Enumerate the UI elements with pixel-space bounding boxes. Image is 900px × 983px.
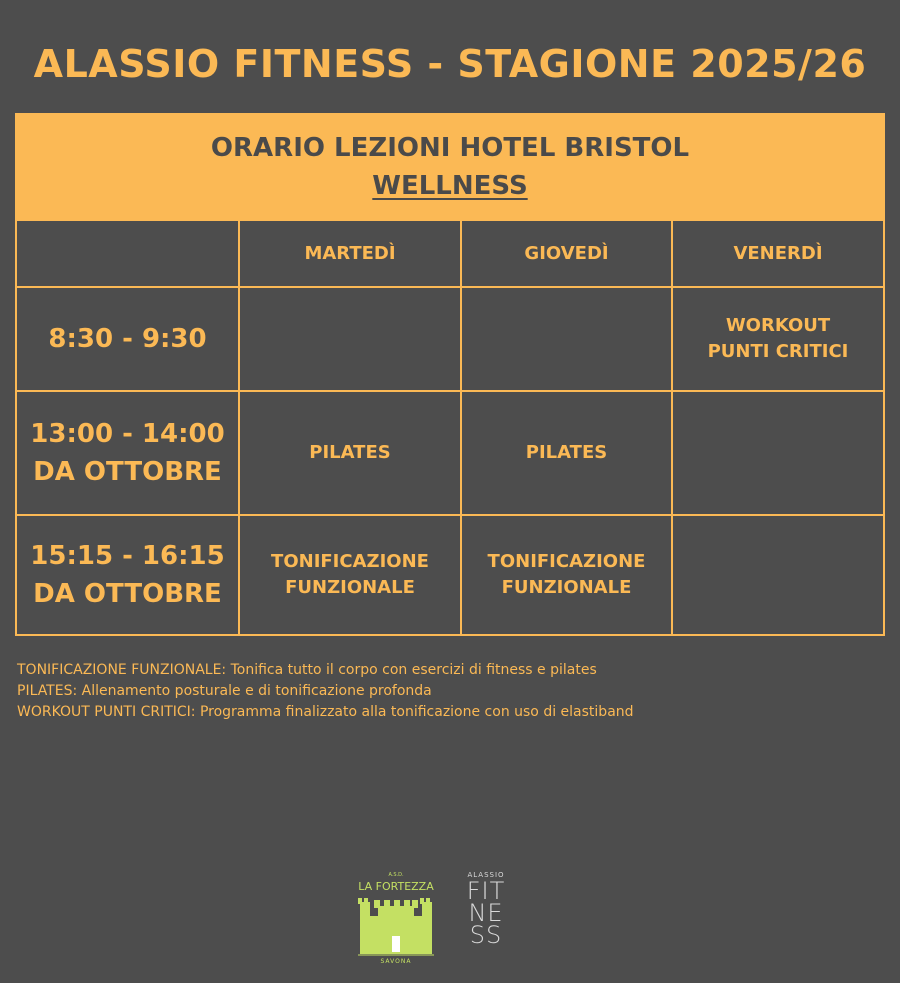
fitness-logo-line1: FIT — [466, 877, 506, 905]
alassio-fitness-logo — [466, 870, 506, 949]
notes — [17, 660, 634, 723]
class-name: TONIFICAZIONE — [271, 551, 429, 572]
class-cell — [239, 515, 461, 635]
time-cell — [16, 391, 239, 515]
class-cell — [672, 515, 884, 635]
day-header-friday: VENERDÌ — [672, 220, 884, 287]
castle-door — [392, 936, 400, 952]
schedule-title: ORARIO LEZIONI HOTEL BRISTOL — [210, 133, 690, 163]
note-item: PILATES: Allenamento posturale e di tonificazione profonda — [17, 683, 432, 699]
page-title: ALASSIO FITNESS - STAGIONE 2025/26 — [33, 42, 867, 86]
fitness-logo-line3: SS — [469, 921, 503, 949]
class-cell — [672, 391, 884, 515]
class-name-line2: FUNZIONALE — [501, 577, 632, 598]
class-cell — [672, 287, 884, 391]
time-note: DA OTTOBRE — [33, 457, 222, 487]
day-header-tuesday: MARTEDÌ — [239, 220, 461, 287]
note-item: TONIFICAZIONE FUNZIONALE: Tonifica tutto il corpo con esercizi di fitness e pilates — [17, 662, 597, 678]
class-name: WORKOUT — [725, 315, 831, 336]
class-name: PILATES — [525, 442, 608, 463]
schedule — [15, 113, 885, 636]
table-row — [16, 391, 884, 515]
time-range: 13:00 - 14:00 — [30, 419, 225, 449]
table-row — [16, 515, 884, 635]
class-cell — [239, 287, 461, 391]
schedule-subtitle: WELLNESS — [372, 171, 528, 201]
fortezza-name-text: LA FORTEZZA — [358, 880, 434, 893]
note-item: WORKOUT PUNTI CRITICI: Programma finalizzato alla tonificazione con uso di elastiband — [17, 704, 634, 720]
schedule-table — [15, 219, 885, 636]
time-cell — [16, 515, 239, 635]
class-cell — [461, 287, 672, 391]
day-header-thursday: GIOVEDÌ — [461, 220, 672, 287]
class-name-line2: PUNTI CRITICI — [707, 341, 849, 362]
class-name: PILATES — [309, 442, 391, 463]
fitness-logo-line2: NE — [468, 899, 504, 927]
table-row — [16, 287, 884, 391]
fortezza-city-text: SAVONA — [380, 958, 412, 965]
time-note: DA OTTOBRE — [33, 579, 222, 609]
time-cell — [16, 287, 239, 391]
fitness-logo-small: ALASSIO — [467, 871, 505, 879]
class-name: TONIFICAZIONE — [487, 551, 646, 572]
class-cell — [461, 515, 672, 635]
sponsor-logos — [350, 868, 550, 968]
empty-corner-cell — [16, 220, 239, 287]
class-cell — [239, 391, 461, 515]
class-cell — [461, 391, 672, 515]
class-name-line2: FUNZIONALE — [285, 577, 415, 598]
schedule-header — [15, 113, 885, 219]
la-fortezza-logo — [354, 868, 444, 968]
fortezza-top-text: A.S.D. — [388, 872, 404, 878]
time-range: 8:30 - 9:30 — [48, 324, 207, 354]
time-range: 15:15 - 16:15 — [30, 541, 225, 571]
table-header-row — [16, 220, 884, 287]
